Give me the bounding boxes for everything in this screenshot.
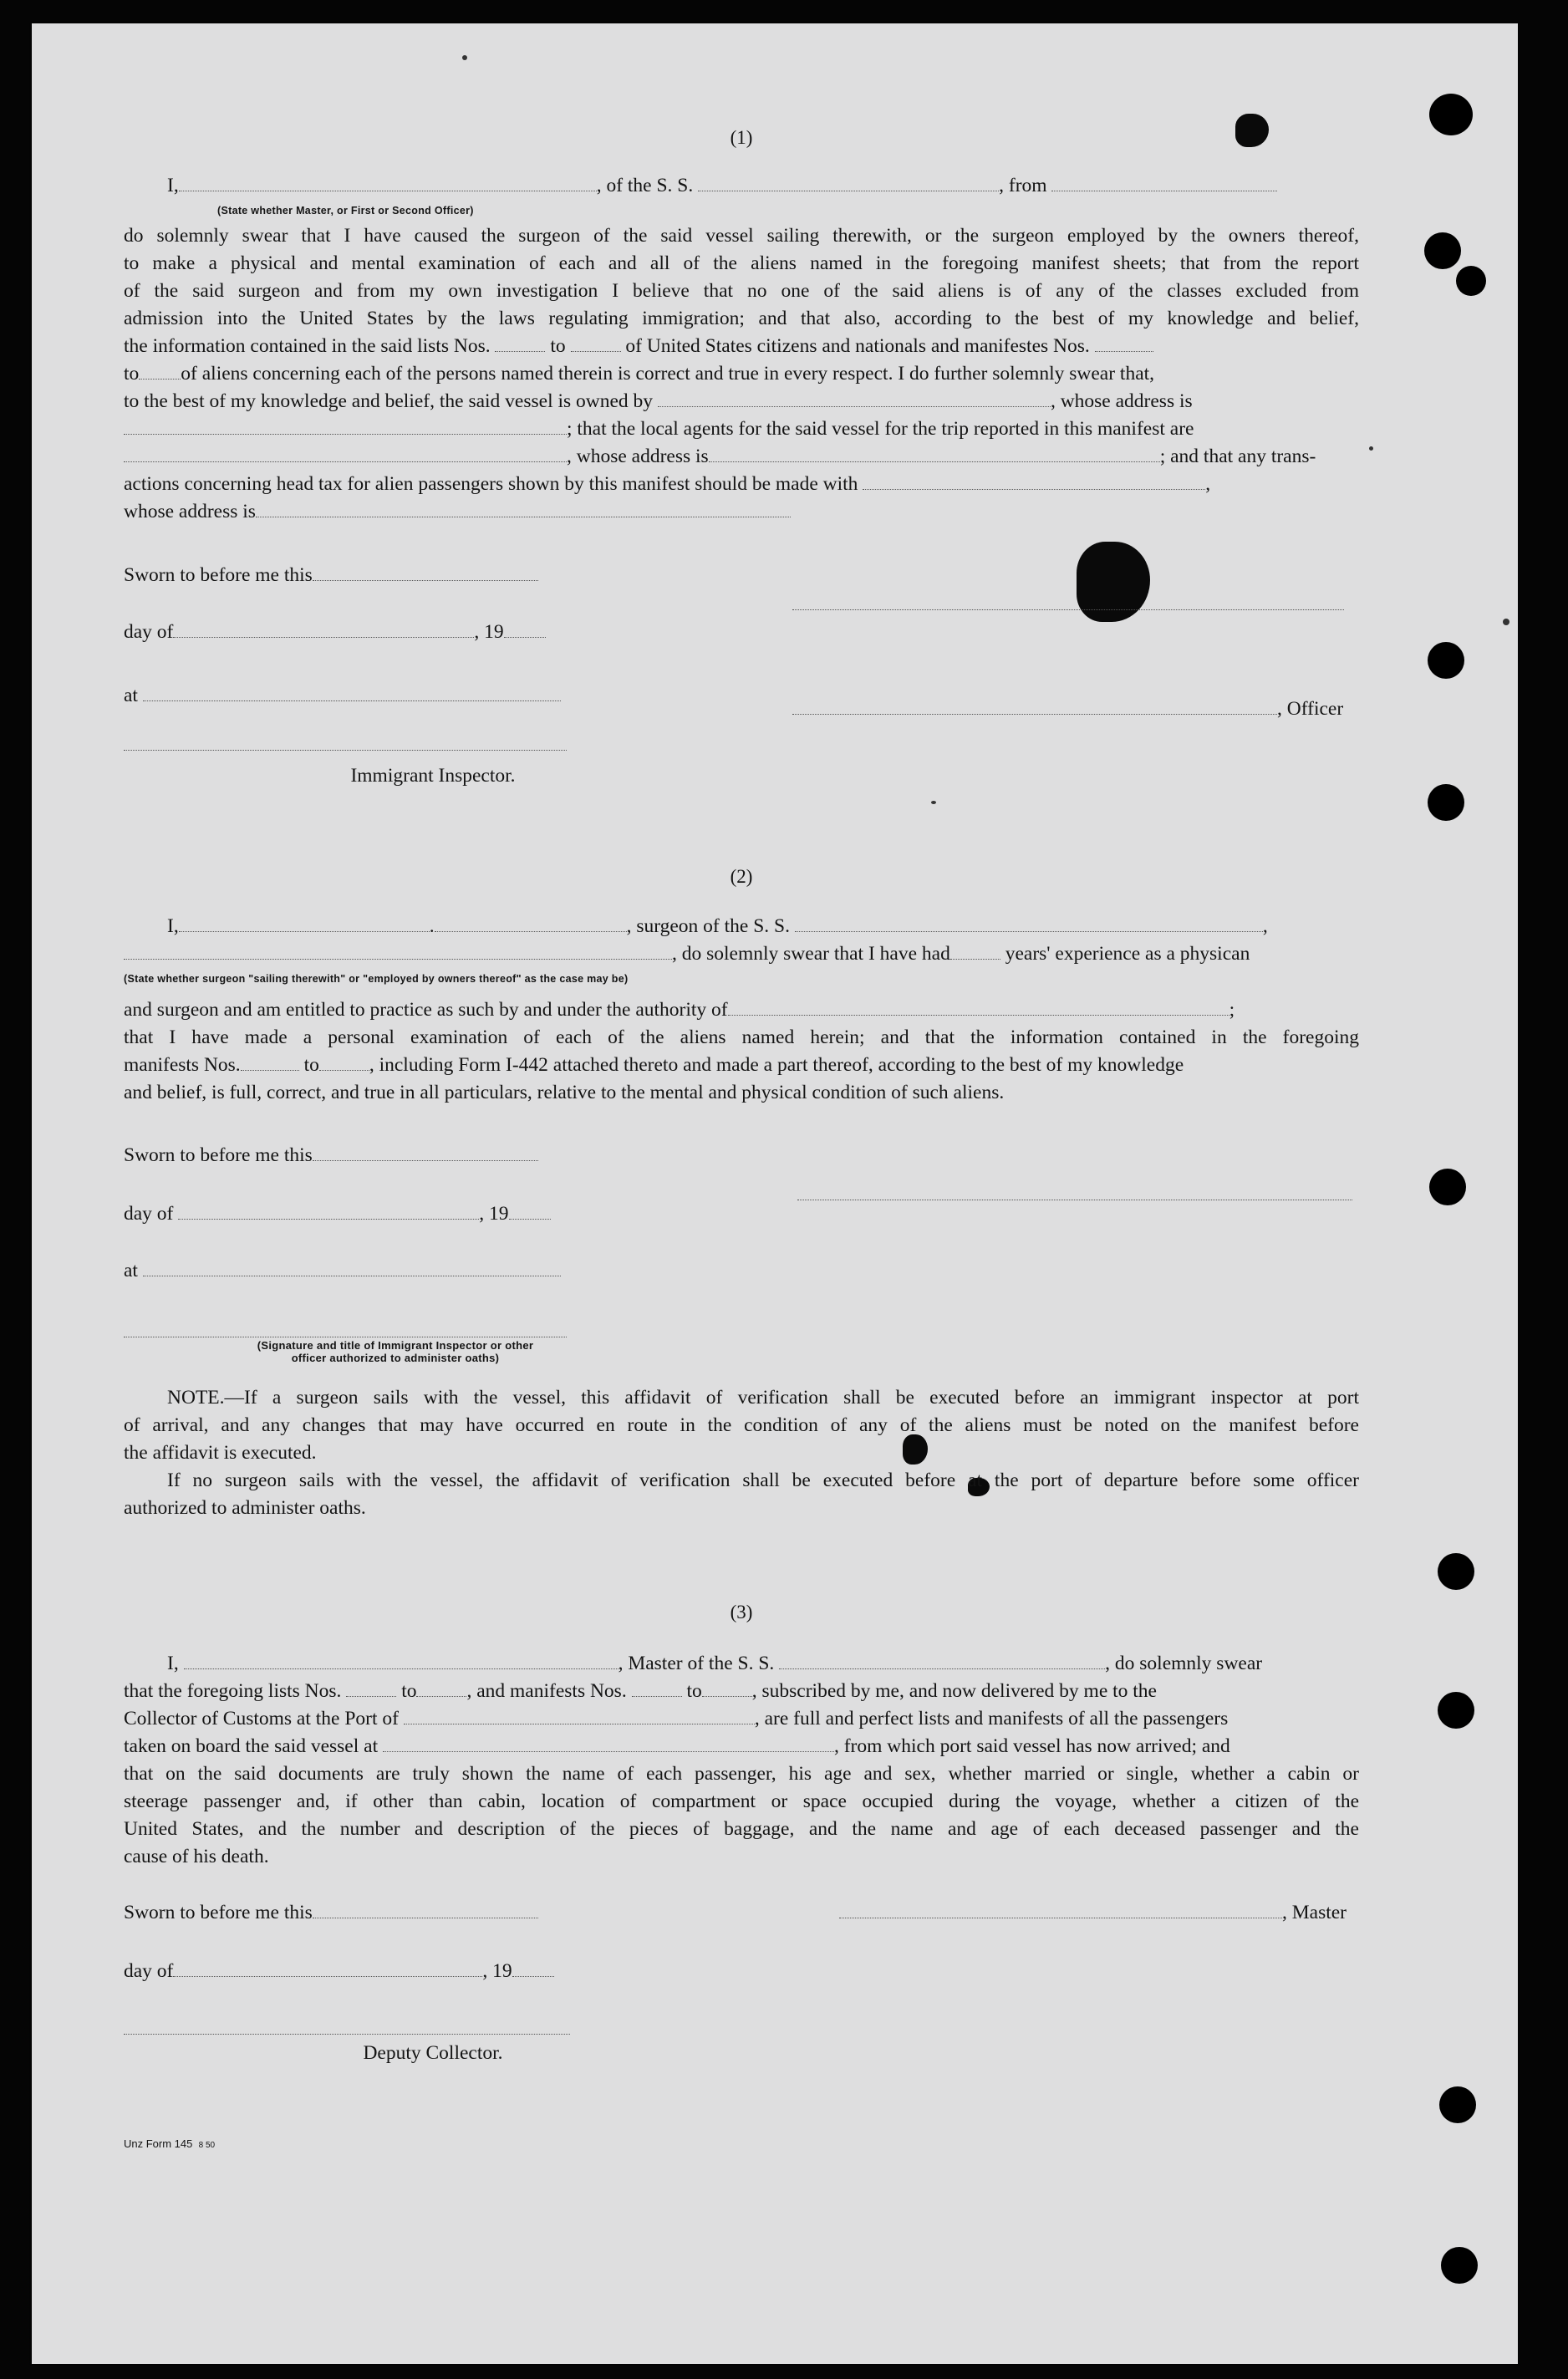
deputy-collector-signature-line[interactable] bbox=[124, 2033, 570, 2035]
surgeon-manifests-to-field[interactable] bbox=[319, 1055, 369, 1071]
embarkation-port-field[interactable] bbox=[383, 1736, 834, 1752]
signature-title-note: (Signature and title of Immigrant Inspector or other officer authorized to administer oaths) bbox=[257, 1339, 534, 1364]
section-1-line-11: actions concerning head tax for alien passengers shown by this manifest should be made with , bbox=[124, 473, 1211, 495]
section-1-line-3: to make a physical and mental examination of each and all of the aliens named in the foregoing manifest sheets; that from the report bbox=[124, 252, 1359, 274]
note-line-1: NOTE.—If a surgeon sails with the vessel, this affidavit of verification shall be executed before an immigrant inspector at port bbox=[167, 1387, 1359, 1409]
from-port-field[interactable] bbox=[1051, 176, 1277, 191]
master-sworn-day-field[interactable] bbox=[313, 1903, 538, 1918]
vessel-owner-field[interactable] bbox=[658, 391, 1051, 407]
master-name-field[interactable] bbox=[184, 1653, 619, 1669]
punch-hole-mark bbox=[1456, 266, 1486, 296]
inspector-signature-line[interactable] bbox=[124, 749, 567, 751]
section-2-day-of: day of , 19 bbox=[124, 1200, 1359, 1228]
local-agents-field[interactable] bbox=[124, 446, 567, 462]
punch-hole-mark bbox=[1428, 784, 1464, 821]
note-line-3: the affidavit is executed. bbox=[124, 1442, 317, 1464]
surgeon-type-field[interactable] bbox=[124, 944, 672, 960]
master-manifests-to-field[interactable] bbox=[702, 1681, 752, 1697]
surgeon-manifests-from-field[interactable] bbox=[241, 1055, 299, 1071]
master-sworn-month-field[interactable] bbox=[173, 1961, 482, 1977]
surgeon-vessel-field[interactable] bbox=[795, 916, 1263, 932]
sworn-day-field[interactable] bbox=[313, 565, 538, 581]
section-3-master-signature: , Master bbox=[839, 1899, 1374, 1927]
sworn-month-field[interactable] bbox=[173, 622, 474, 638]
section-2-line-3: and surgeon and am entitled to practice as such by and under the authority of ; bbox=[124, 999, 1235, 1021]
head-tax-contact-field[interactable] bbox=[863, 474, 1205, 490]
deputy-collector-label: Deputy Collector. bbox=[363, 2042, 503, 2064]
section-1-at: at bbox=[124, 682, 1359, 710]
section-2-line-5: manifests Nos. to , including Form I-442 attached thereto and made a part thereof, according to the best of my knowledge bbox=[124, 1054, 1184, 1076]
ink-speck bbox=[1503, 619, 1509, 625]
punch-hole-mark bbox=[1441, 2247, 1478, 2284]
punch-hole-mark bbox=[1429, 1169, 1466, 1205]
note-line-5: authorized to administer oaths. bbox=[124, 1497, 366, 1519]
section-3-sworn: Sworn to before me this bbox=[124, 1899, 1359, 1927]
section-1-sworn: Sworn to before me this bbox=[124, 562, 1359, 589]
section-1-line-5: admission into the United States by the laws regulating immigration; and that also, according to the best of my knowledge and belief, bbox=[124, 308, 1359, 329]
section-3-line-5: that on the said documents are truly shown the name of each passenger, his age and sex, whether married or single, whether a cabin or bbox=[124, 1763, 1359, 1785]
section-3-line-6: steerage passenger and, if other than cabin, location of compartment or space occupied during the voyage, whether a citizen of the bbox=[124, 1791, 1359, 1812]
section-2-line-1: I, . , surgeon of the S. S. , bbox=[167, 915, 1268, 937]
section-1-line-6: the information contained in the said lists Nos. to of United States citizens and nationals and manifestes Nos. bbox=[124, 333, 1359, 360]
section-3-line-1: I, , Master of the S. S. , do solemnly swear bbox=[167, 1653, 1263, 1674]
officer-signature-field[interactable] bbox=[792, 699, 1277, 715]
surgeon-sworn-day-field[interactable] bbox=[313, 1145, 538, 1161]
manifest-verification-form-page bbox=[32, 23, 1518, 2364]
section-1-line-8: to the best of my knowledge and belief, the said vessel is owned by , whose address is bbox=[124, 390, 1193, 412]
practice-authority-field[interactable] bbox=[728, 1000, 1229, 1016]
note-line-4: If no surgeon sails with the vessel, the affidavit of verification shall be executed before at the port of departure before some officer bbox=[167, 1470, 1359, 1491]
section-1-day-of: day of , 19 bbox=[124, 619, 1359, 646]
master-lists-to-field[interactable] bbox=[416, 1681, 466, 1697]
manifests-to-field[interactable] bbox=[139, 364, 181, 380]
section-1-line-10: , whose address is ; and that any trans- bbox=[124, 443, 1359, 471]
lists-to-field[interactable] bbox=[571, 336, 621, 352]
section-1-line-4: of the said surgeon and from my own investigation I believe that no one of the said aliens is of any of the classes excluded from bbox=[124, 280, 1359, 302]
punch-hole-mark bbox=[1424, 232, 1461, 269]
owner-address-field[interactable] bbox=[124, 419, 567, 435]
section-1-number: (1) bbox=[730, 127, 753, 148]
punch-hole-mark bbox=[1439, 2086, 1476, 2123]
punch-hole-mark bbox=[1438, 1692, 1474, 1729]
surgeon-type-note: (State whether surgeon "sailing therewith" or "employed by owners thereof" as the case may be) bbox=[124, 973, 629, 985]
punch-hole-mark bbox=[1429, 94, 1473, 135]
surgeon-sworn-month-field[interactable] bbox=[178, 1204, 479, 1220]
immigrant-inspector-label: Immigrant Inspector. bbox=[350, 765, 516, 787]
lists-from-field[interactable] bbox=[495, 336, 545, 352]
section-3-line-2: that the foregoing lists Nos. to , and manifests Nos. to , subscribed by me, and now delivered by me to the bbox=[124, 1680, 1157, 1702]
years-experience-field[interactable] bbox=[950, 944, 1000, 960]
surgeon-title-field[interactable] bbox=[435, 916, 627, 932]
section-1-officer-signature: , Officer bbox=[792, 695, 1377, 723]
section-3-line-3: Collector of Customs at the Port of , are full and perfect lists and manifests of all the passengers bbox=[124, 1708, 1229, 1729]
section-1-line-9: ; that the local agents for the said vessel for the trip reported in this manifest are bbox=[124, 415, 1359, 443]
form-body bbox=[124, 23, 1359, 2364]
section-1-line-7: to of aliens concerning each of the persons named therein is correct and true in every respect. I do further solemnly swear that, bbox=[124, 363, 1155, 385]
sworn-place-field[interactable] bbox=[143, 685, 561, 701]
section-1-line-12: whose address is bbox=[124, 498, 1359, 526]
master-lists-from-field[interactable] bbox=[346, 1681, 396, 1697]
surgeon-sworn-year-field[interactable] bbox=[509, 1204, 551, 1220]
surgeon-sworn-place-field[interactable] bbox=[143, 1261, 561, 1276]
manifests-from-field[interactable] bbox=[1095, 336, 1153, 352]
section-3-line-4: taken on board the said vessel at , from which port said vessel has now arrived; and bbox=[124, 1735, 1230, 1757]
vessel-name-field[interactable] bbox=[698, 176, 999, 191]
officer-type-note: (State whether Master, or First or Second Officer) bbox=[217, 205, 474, 217]
master-signature-field[interactable] bbox=[839, 1903, 1282, 1918]
punch-hole-mark bbox=[1428, 642, 1464, 679]
sworn-year-field[interactable] bbox=[504, 622, 546, 638]
section-3-day-of: day of , 19 bbox=[124, 1958, 1359, 1985]
note-line-2: of arrival, and any changes that may have occurred en route in the condition of any of the aliens must be noted on the manifest before bbox=[124, 1414, 1359, 1436]
master-vessel-field[interactable] bbox=[779, 1653, 1105, 1669]
section-1-line-2: do solemnly swear that I have caused the surgeon of the said vessel sailing therewith, or the surgeon employed by the owners thereof, bbox=[124, 225, 1359, 247]
officer-name-field[interactable] bbox=[179, 176, 597, 191]
ink-speck bbox=[1369, 446, 1373, 451]
punch-hole-mark bbox=[1438, 1553, 1474, 1590]
section-3-line-8: cause of his death. bbox=[124, 1846, 269, 1867]
section-2-number: (2) bbox=[730, 866, 753, 887]
section-3-number: (3) bbox=[730, 1602, 753, 1623]
collector-port-field[interactable] bbox=[404, 1709, 755, 1724]
master-manifests-from-field[interactable] bbox=[632, 1681, 682, 1697]
master-sworn-year-field[interactable] bbox=[512, 1961, 554, 1977]
administering-officer-signature-line[interactable] bbox=[124, 1336, 567, 1337]
section-3-line-7: United States, and the number and description of the pieces of baggage, and the name and age of each deceased passenger and the bbox=[124, 1818, 1359, 1840]
officer-signature-line-upper[interactable] bbox=[792, 609, 1344, 610]
head-tax-address-field[interactable] bbox=[256, 502, 791, 517]
section-2-sworn: Sworn to before me this bbox=[124, 1142, 1359, 1169]
section-2-line-4: that I have made a personal examination of each of the aliens named herein; and that the information contained in the foregoing bbox=[124, 1026, 1359, 1048]
form-number-footer: Unz Form 145 8 50 bbox=[124, 2137, 216, 2150]
agents-address-field[interactable] bbox=[709, 446, 1160, 462]
section-2-line-2: , do solemnly swear that I have had years' experience as a physican bbox=[124, 940, 1359, 968]
section-1-line-1: I, , of the S. S. , from bbox=[124, 172, 1359, 200]
surgeon-name-field[interactable] bbox=[179, 916, 430, 932]
section-2-line-6: and belief, is full, correct, and true in all particulars, relative to the mental and physical condition of such aliens. bbox=[124, 1082, 1005, 1103]
section-2-at: at bbox=[124, 1257, 1359, 1285]
